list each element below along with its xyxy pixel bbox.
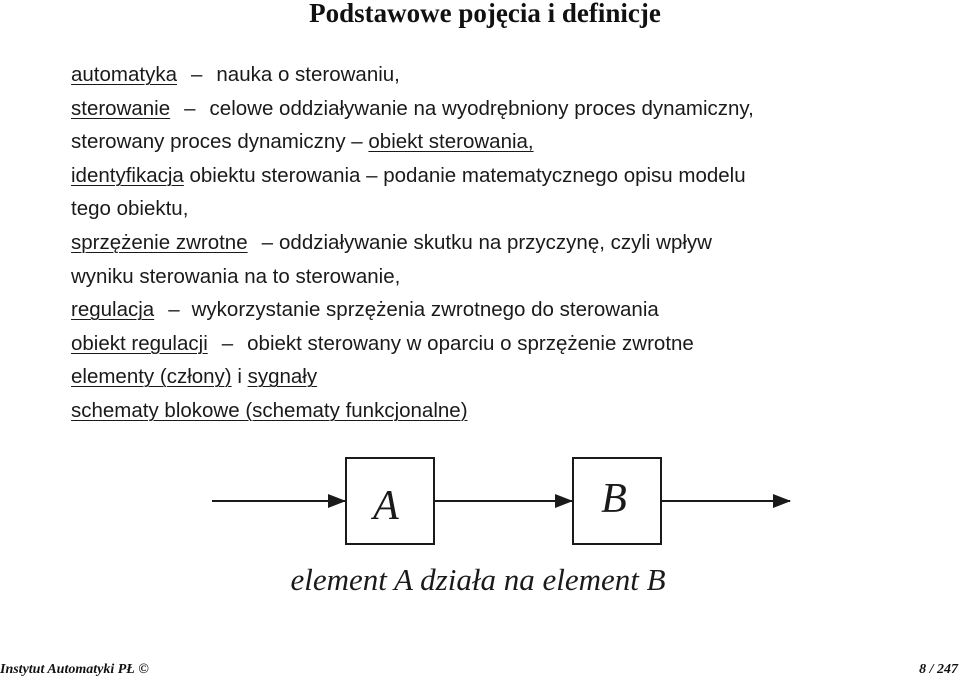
footer-institute: Instytut Automatyki PŁ © <box>0 662 149 677</box>
term-link[interactable]: sterowanie <box>71 96 171 120</box>
term-link[interactable]: automatyka <box>71 63 177 86</box>
definition-text: celowe oddziaływanie na wyodrębniony proces dynamiczny, <box>209 96 754 120</box>
dash: – <box>261 230 274 254</box>
definition-text: wyniku sterowania na to sterowanie, <box>71 264 401 288</box>
page-number: 8 / 247 <box>919 662 958 677</box>
term-link[interactable]: identyfikacja <box>71 163 184 187</box>
dash: – <box>190 63 203 86</box>
definition-text: oddziaływanie skutku na przyczynę, czyli wpływ <box>279 230 712 254</box>
block-a-label: A <box>373 483 399 529</box>
term-link[interactable]: elementy (człony) <box>71 365 232 389</box>
term-link[interactable]: obiekt sterowania, <box>368 130 534 154</box>
definition-text: wykorzystanie sprzężenia zwrotnego do sterowania <box>191 298 659 322</box>
term-link[interactable]: sprzężenie zwrotne <box>71 230 248 254</box>
definition-text: i <box>231 365 248 389</box>
dash: – <box>184 96 196 120</box>
diagram-caption: element A działa na element B <box>290 562 666 597</box>
term-link[interactable]: schematy blokowe (schematy funkcjonalne) <box>71 398 468 422</box>
term-link[interactable]: regulacja <box>71 298 155 322</box>
term-link[interactable]: sygnały <box>247 365 318 389</box>
dash: – <box>168 298 180 322</box>
dash: – <box>221 331 234 355</box>
page-title: Podstawowe pojęcia i definicje <box>309 0 661 28</box>
term-link[interactable]: obiekt regulacji <box>71 331 208 355</box>
definition-text: sterowany proces dynamiczny – <box>71 130 369 154</box>
block-b-label: B <box>601 476 627 522</box>
definition-text: obiektu sterowania – podanie matematycznego opisu modelu <box>183 163 746 187</box>
definition-text: tego obiektu, <box>71 197 189 221</box>
definition-text: nauka o sterowaniu, <box>216 63 400 86</box>
definition-text: obiekt sterowany w oparciu o sprzężenie zwrotne <box>247 331 694 355</box>
